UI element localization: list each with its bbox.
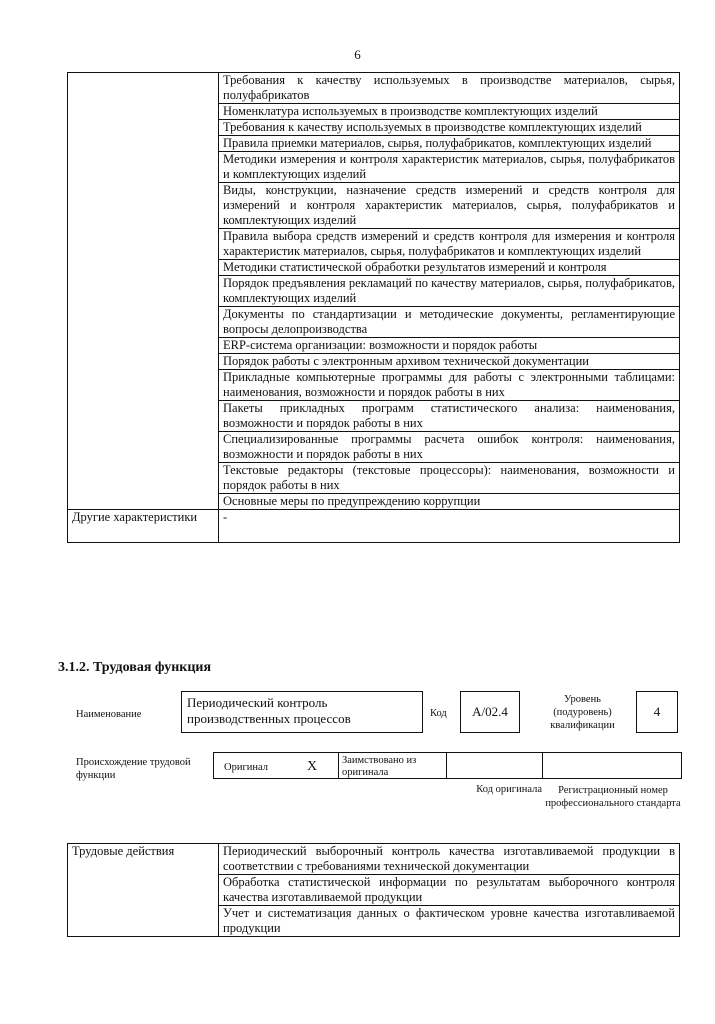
original-label: Оригинал <box>224 762 268 773</box>
code-label: Код <box>430 708 447 719</box>
table-cell: Требования к качеству используемых в производстве материалов, сырья, полуфабрикатов <box>219 73 680 104</box>
other-characteristics-value: - <box>219 510 680 543</box>
table-cell: Учет и систематизация данных о фактическом уровне качества изготавливаемой продукции <box>219 906 680 937</box>
table-cell: Основные меры по предупреждению коррупции <box>219 494 680 510</box>
table-cell: Методики статистической обработки результатов измерений и контроля <box>219 260 680 276</box>
table-row-other <box>68 510 680 543</box>
table-cell: Специализированные программы расчета ошибок контроля: наименования, возможности и порядок работы в них <box>219 432 680 463</box>
table-row <box>68 844 680 875</box>
table-cell: Виды, конструкции, назначение средств измерений и средств контроля для измерений и контроля характеристик материалов, сырья, полуфабрикатов и комплектующих изделий <box>219 183 680 229</box>
table-cell: Текстовые редакторы (текстовые процессоры): наименования, возможности и порядок работы в них <box>219 463 680 494</box>
origin-label: Происхождение трудовой функции <box>76 757 191 781</box>
section-title: 3.1.2. Трудовая функция <box>58 660 212 675</box>
table-cell: Документы по стандартизации и методические документы, регламентирующие вопросы делопроизводства <box>219 307 680 338</box>
table-cell: Периодический выборочный контроль качества изготавливаемой продукции в соответствии с требованиями технической документации <box>219 844 680 875</box>
level-label: Уровень (подуровень) квалификации <box>550 694 615 731</box>
code-value: А/02.4 <box>460 691 520 733</box>
table-cell: Прикладные компьютерные программы для работы с электронными таблицами: наименования, возможности и порядок работы в них <box>219 370 680 401</box>
labor-actions-label: Трудовые действия <box>68 844 219 937</box>
reg-number-box <box>542 752 682 779</box>
table-cell: ERP-система организации: возможности и порядок работы <box>219 338 680 354</box>
reg-number-label: Регистрационный номер профессионального стандарта <box>545 785 681 809</box>
original-mark: Х <box>307 759 318 774</box>
table-cell: Порядок работы с электронным архивом технической документации <box>219 354 680 370</box>
table-cell: Обработка статистической информации по результатам выборочного контроля качества изготавливаемой продукции <box>219 875 680 906</box>
level-value: 4 <box>636 691 678 733</box>
origin-code-box <box>446 752 543 779</box>
original-box <box>213 752 339 779</box>
empty-label-cell <box>68 73 219 510</box>
table-cell: Правила выбора средств измерений и средств контроля для измерения и контроля характеристик материалов, сырья, полуфабрикатов и комплектующих изделий <box>219 229 680 260</box>
table-cell: Методики измерения и контроля характеристик материалов, сырья, полуфабрикатов и комплектующих изделий <box>219 152 680 183</box>
table-cell: Порядок предъявления рекламаций по качеству материалов, сырья, полуфабрикатов, комплектующих изделий <box>219 276 680 307</box>
name-value: Периодический контроль производственных процессов <box>181 691 423 733</box>
table-cell: Правила приемки материалов, сырья, полуфабрикатов, комплектующих изделий <box>219 136 680 152</box>
origin-code-label: Код оригинала <box>476 784 542 795</box>
labor-actions-table <box>67 843 680 937</box>
table-cell: Номенклатура используемых в производстве комплектующих изделий <box>219 104 680 120</box>
table-cell: Требования к качеству используемых в производстве комплектующих изделий <box>219 120 680 136</box>
table-cell: Пакеты прикладных программ статистического анализа: наименования, возможности и порядок работы в них <box>219 401 680 432</box>
borrowed-label: Заимствовано из оригинала <box>338 752 447 779</box>
name-label: Наименование <box>76 709 142 720</box>
other-characteristics-label: Другие характеристики <box>68 510 219 543</box>
page-number: 6 <box>354 47 361 62</box>
requirements-table <box>67 72 680 543</box>
table-row <box>68 73 680 104</box>
